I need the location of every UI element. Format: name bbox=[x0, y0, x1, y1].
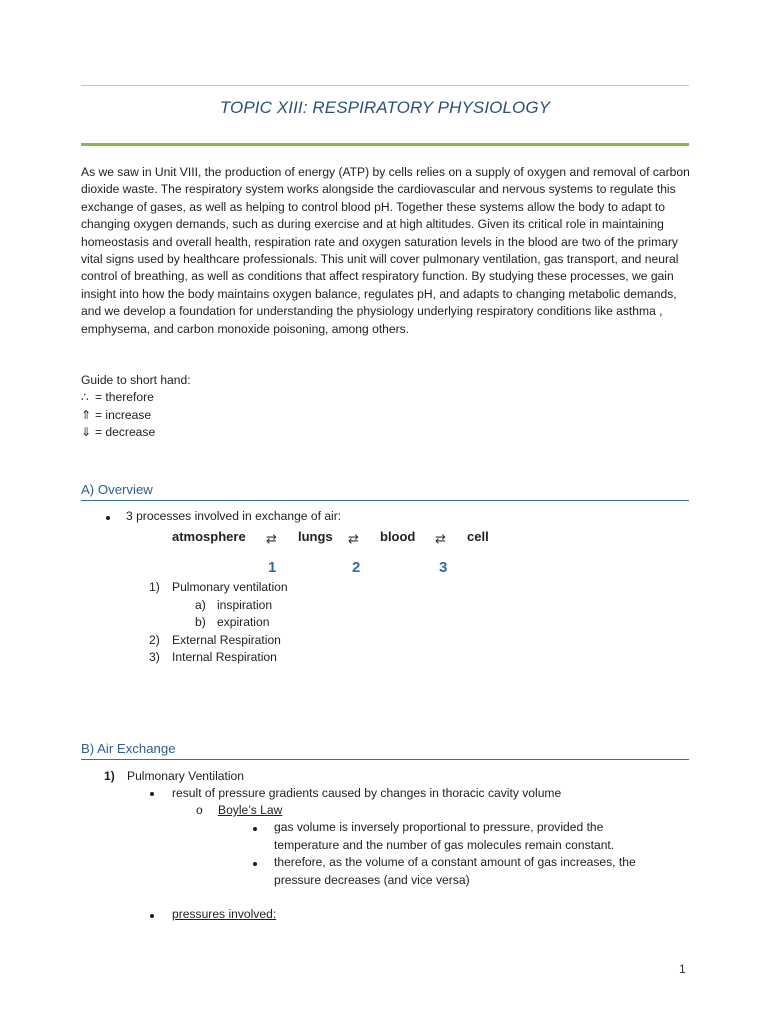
process-number-3: 3 bbox=[439, 559, 448, 576]
bullet-icon bbox=[253, 862, 257, 866]
shorthand-text: = therefore bbox=[95, 390, 154, 405]
page-number: 1 bbox=[679, 962, 686, 976]
flow-term-cell: cell bbox=[467, 529, 489, 544]
list-marker: 1) bbox=[149, 580, 160, 594]
intro-paragraph: As we saw in Unit VIII, the production of energy (ATP) by cells relies on a supply of oxygen and removal of carbon dioxide waste. The respiratory system works alongside the cardiovascular and nervous systems to regulate this exchange of gases, as well as helping to control blood pH. Together these systems allow the body to adapt to changing oxygen demands, such as during exercise and at high altitudes. Given its critical role in maintaining homeostasis and overall health, respiration rate and oxygen saturation levels in the blood are two of the primary vital signs used by healthcare professionals. This unit will cover pulmonary ventilation, gas transport, and neural control of breathing, as well as conditions that affect respiratory function. By studying these processes, we gain insight into how the body maintains oxygen balance, regulates pH, and adapts to changing metabolic demands, and we develop a foundation for understanding the physiology underlying respiratory conditions like asthma , emphysema, and carbon monoxide poisoning, among others. bbox=[81, 165, 690, 336]
list-marker: b) bbox=[195, 615, 206, 629]
boyle-point-line: pressure decreases (and vice versa) bbox=[274, 873, 470, 887]
list-item: inspiration bbox=[217, 598, 273, 612]
circle-bullet-icon: o bbox=[196, 803, 203, 817]
shorthand-heading: Guide to short hand: bbox=[81, 373, 191, 387]
bullet-text: result of pressure gradients caused by changes in thoracic cavity volume bbox=[172, 786, 562, 800]
shorthand-text: = increase bbox=[95, 407, 152, 422]
shorthand-item-therefore bbox=[81, 389, 191, 406]
list-item: expiration bbox=[217, 615, 270, 629]
boyles-law-link: Boyle’s Law bbox=[218, 803, 283, 817]
bullet-icon bbox=[150, 914, 154, 918]
shorthand-item-increase bbox=[81, 407, 191, 424]
therefore-symbol: ∴ bbox=[81, 390, 89, 405]
shorthand-guide bbox=[81, 372, 191, 442]
list-marker: 2) bbox=[149, 633, 160, 647]
subsection-heading: Pulmonary Ventilation bbox=[127, 769, 244, 783]
page-title: TOPIC XIII: RESPIRATORY PHYSIOLOGY bbox=[219, 98, 551, 117]
bullet-icon bbox=[106, 516, 110, 520]
subsection-marker: 1) bbox=[104, 769, 115, 783]
bullet-icon bbox=[150, 792, 154, 796]
shorthand-text: = decrease bbox=[95, 425, 156, 440]
list-marker: a) bbox=[195, 598, 206, 612]
process-number-1: 1 bbox=[268, 559, 277, 576]
section-heading-overview: A) Overview bbox=[81, 482, 689, 501]
flow-term-blood: blood bbox=[380, 529, 416, 544]
list-item: External Respiration bbox=[172, 633, 281, 647]
overview-bullet: 3 processes involved in exchange of air: bbox=[126, 509, 342, 523]
increase-symbol: ⇑ bbox=[81, 407, 92, 422]
list-item: Internal Respiration bbox=[172, 650, 277, 664]
list-marker: 3) bbox=[149, 650, 160, 664]
section-heading-air-exchange: B) Air Exchange bbox=[81, 741, 689, 760]
list-item: Pulmonary ventilation bbox=[172, 580, 288, 594]
decrease-symbol: ⇓ bbox=[81, 425, 92, 440]
exchange-arrow-icon: ⇄ bbox=[348, 531, 359, 546]
title-underline bbox=[81, 143, 689, 146]
flow-term-lungs: lungs bbox=[298, 529, 333, 544]
process-number-2: 2 bbox=[352, 559, 361, 576]
boyle-point-line: gas volume is inversely proportional to pressure, provided the bbox=[274, 820, 604, 834]
boyle-point-line: therefore, as the volume of a constant amount of gas increases, the bbox=[274, 855, 636, 869]
exchange-arrow-icon: ⇄ bbox=[435, 531, 446, 546]
bullet-icon bbox=[253, 827, 257, 831]
flow-term-atmosphere: atmosphere bbox=[172, 529, 246, 544]
header-rule bbox=[81, 85, 689, 86]
exchange-arrow-icon: ⇄ bbox=[266, 531, 277, 546]
boyle-point-line: temperature and the number of gas molecules remain constant. bbox=[274, 838, 615, 852]
shorthand-item-decrease bbox=[81, 424, 191, 441]
pressures-involved-link: pressures involved: bbox=[172, 907, 277, 921]
